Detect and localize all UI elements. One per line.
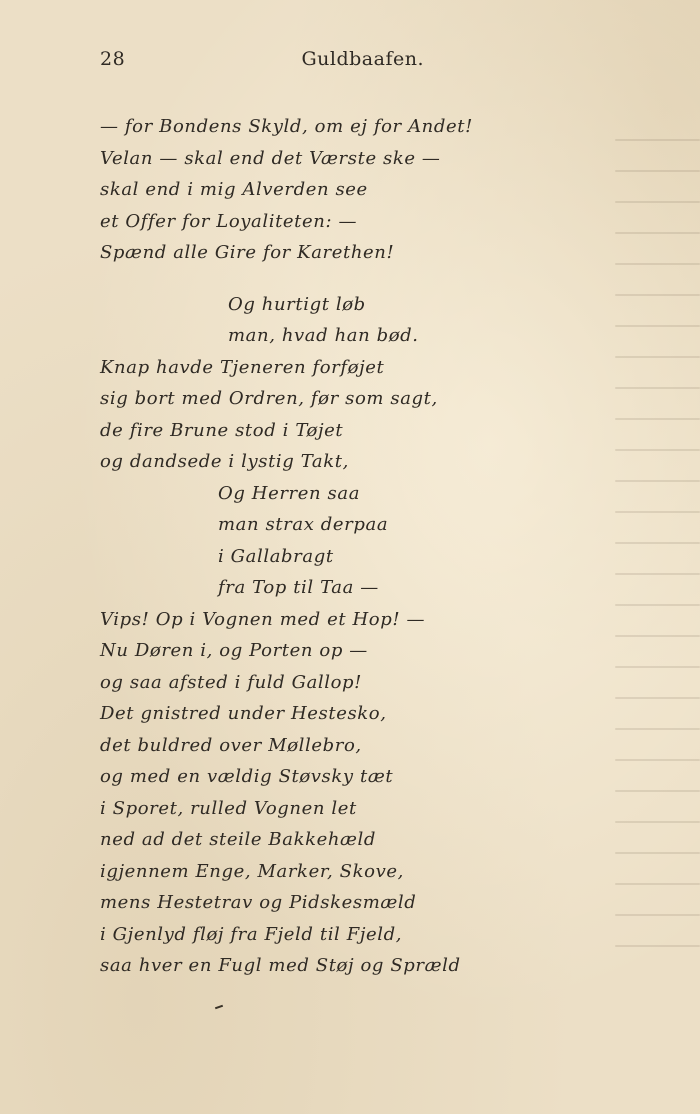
poem-line: Knap havde Tjeneren forføjet: [100, 356, 385, 378]
poem-line: og med en vældig Støvsky tæt: [100, 766, 394, 787]
running-title: Guldbaafen.: [301, 48, 424, 70]
poem-line: igjennem Enge, Marker, Skove,: [100, 860, 404, 882]
poem-line: saa hver en Fugl med Støj og Spræld: [100, 955, 461, 976]
poem: [100, 111, 560, 982]
poem-line: Velan — skal end det Værste ske —: [100, 147, 441, 169]
poem-line: fra Top til Taa —: [218, 577, 379, 598]
poem-line: mens Hestetrav og Pidskesmæld: [100, 892, 417, 913]
poem-line: Det gnistred under Hestesko,: [100, 703, 387, 724]
poem-line: Og Herren saa: [218, 482, 361, 504]
poem-line: man strax derpaa: [218, 514, 389, 535]
poem-line: og saa afsted i fuld Gallop!: [100, 671, 363, 693]
page-header: [100, 48, 424, 70]
poem-line: — for Bondens Skyld, om ej for Andet!: [100, 116, 473, 137]
poem-line: Og hurtigt løb: [228, 293, 366, 315]
poem-line: de fire Brune stod i Tøjet: [100, 419, 344, 441]
poem-line: i Gallabragt: [218, 545, 334, 567]
ink-speck: [215, 1005, 223, 1010]
poem-line: sig bort med Ordren, før som sagt,: [100, 388, 438, 409]
poem-line: skal end i mig Alverden see: [100, 179, 368, 200]
poem-line: Spænd alle Gire for Karethen!: [100, 242, 395, 263]
poem-line: det buldred over Møllebro,: [100, 734, 362, 756]
poem-line: et Offer for Loyaliteten: —: [100, 210, 358, 232]
poem-line: Nu Døren i, og Porten op —: [100, 640, 368, 661]
poem-line: i Sporet, rulled Vognen let: [100, 797, 357, 819]
poem-line: ned ad det steile Bakkehæld: [100, 829, 377, 850]
poem-line: Vips! Op i Vognen med et Hop! —: [100, 608, 426, 630]
poem-line: og dandsede i lystig Takt,: [100, 451, 349, 472]
poem-line: man, hvad han bød.: [228, 325, 419, 346]
page-number: 28: [100, 48, 126, 70]
poem-line: i Gjenlyd fløj fra Fjeld til Fjeld,: [100, 923, 403, 945]
show-through-text: [605, 110, 700, 1010]
